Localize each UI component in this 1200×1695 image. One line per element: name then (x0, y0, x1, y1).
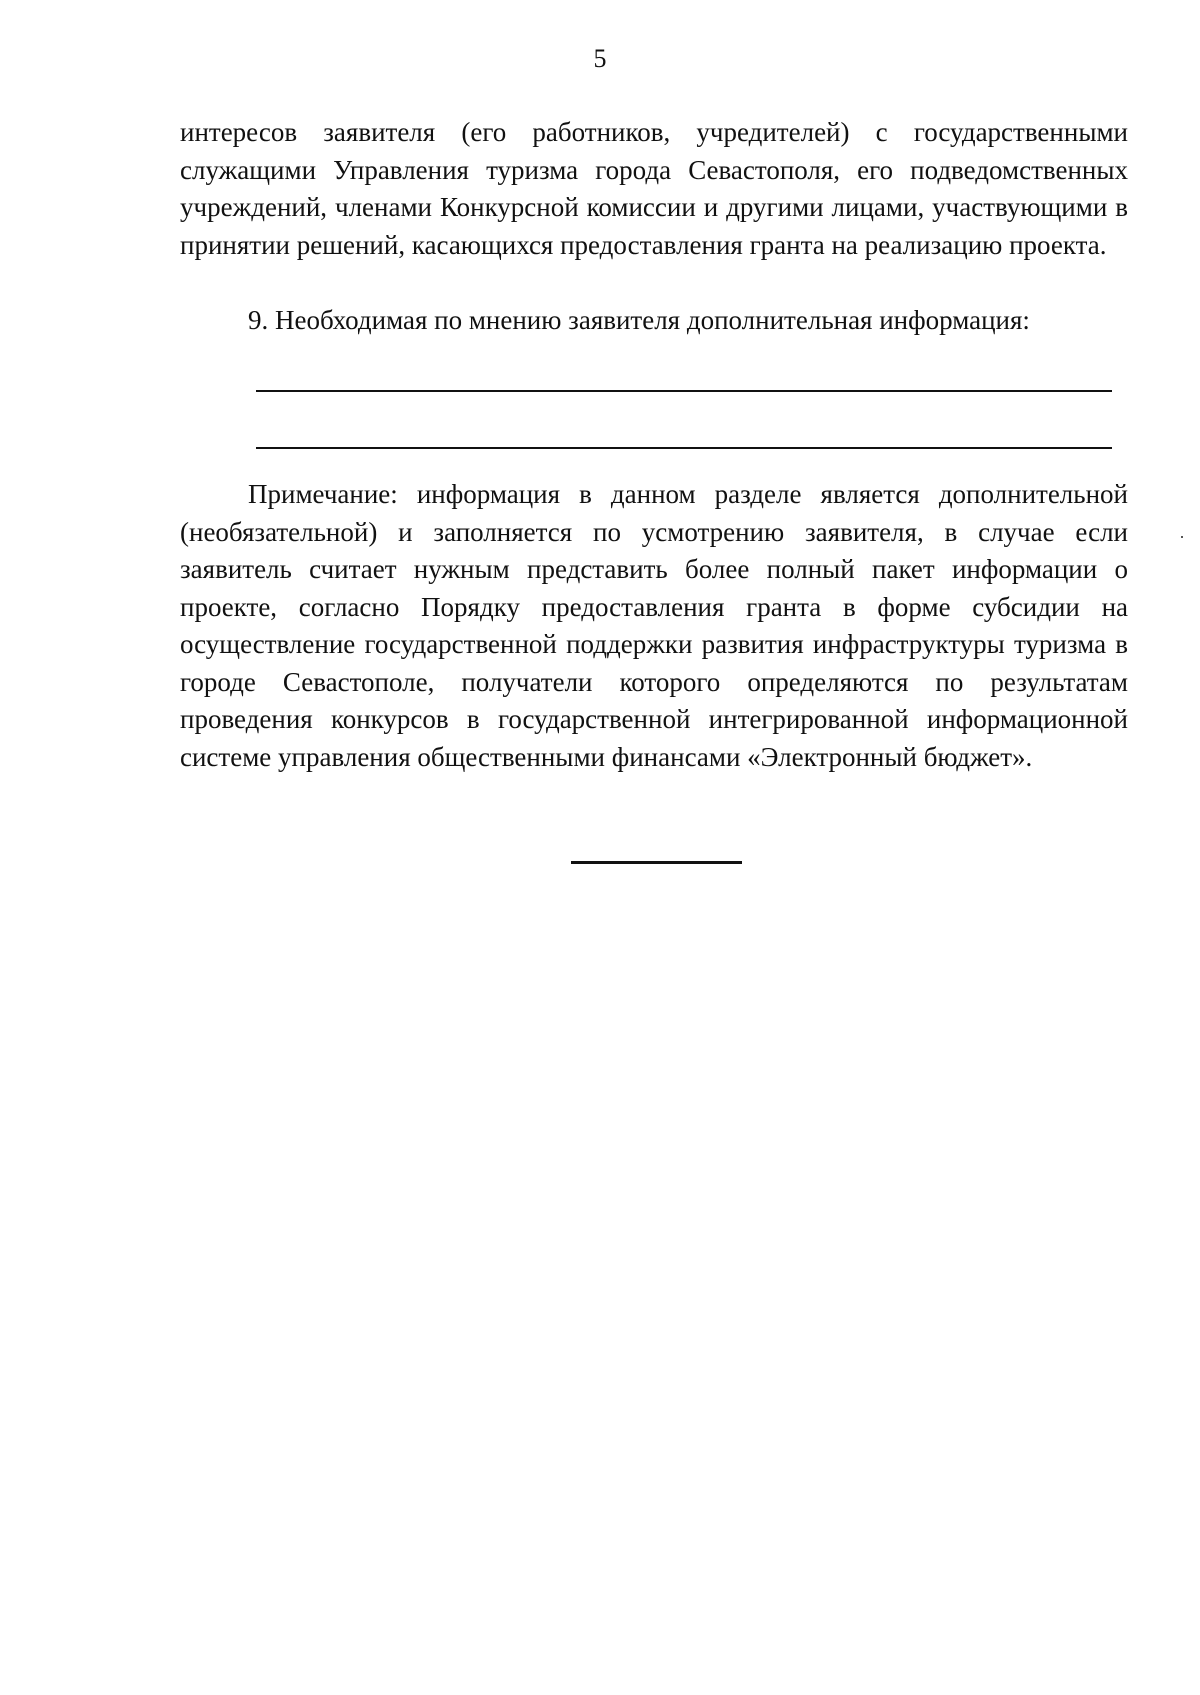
page-number: 5 (593, 44, 607, 73)
paragraph-continued: интересов заявителя (его работников, учредителей) с государственными служащими Управления туризма города Севастополя, его подведомственных учреждений, членами Конкурсной комиссии и другими лицами, участвующими в принятии решений, касающихся предоставления гранта на реализацию проекта. (180, 117, 1128, 260)
blank-fill-line (256, 447, 1112, 449)
blank-fill-line (256, 390, 1112, 392)
scan-speck (1181, 536, 1183, 538)
end-of-document-rule (571, 861, 742, 864)
note-paragraph: Примечание: информация в данном разделе является дополнительной (необязательной) и заполняется по усмотрению заявителя, в случае если заявитель считает нужным представить более полный пакет информации о проекте, согласно Порядку предоставления гранта в форме субсидии на осуществление государственной поддержки развития инфраструктуры туризма в городе Севастополе, получатели которого определяются по результатам проведения конкурсов в государственной интегрированной информационной системе управления общественными финансами «Электронный бюджет». (180, 479, 1128, 772)
item-9-heading: 9. Необходимая по мнению заявителя дополнительная информация: (248, 305, 1030, 335)
